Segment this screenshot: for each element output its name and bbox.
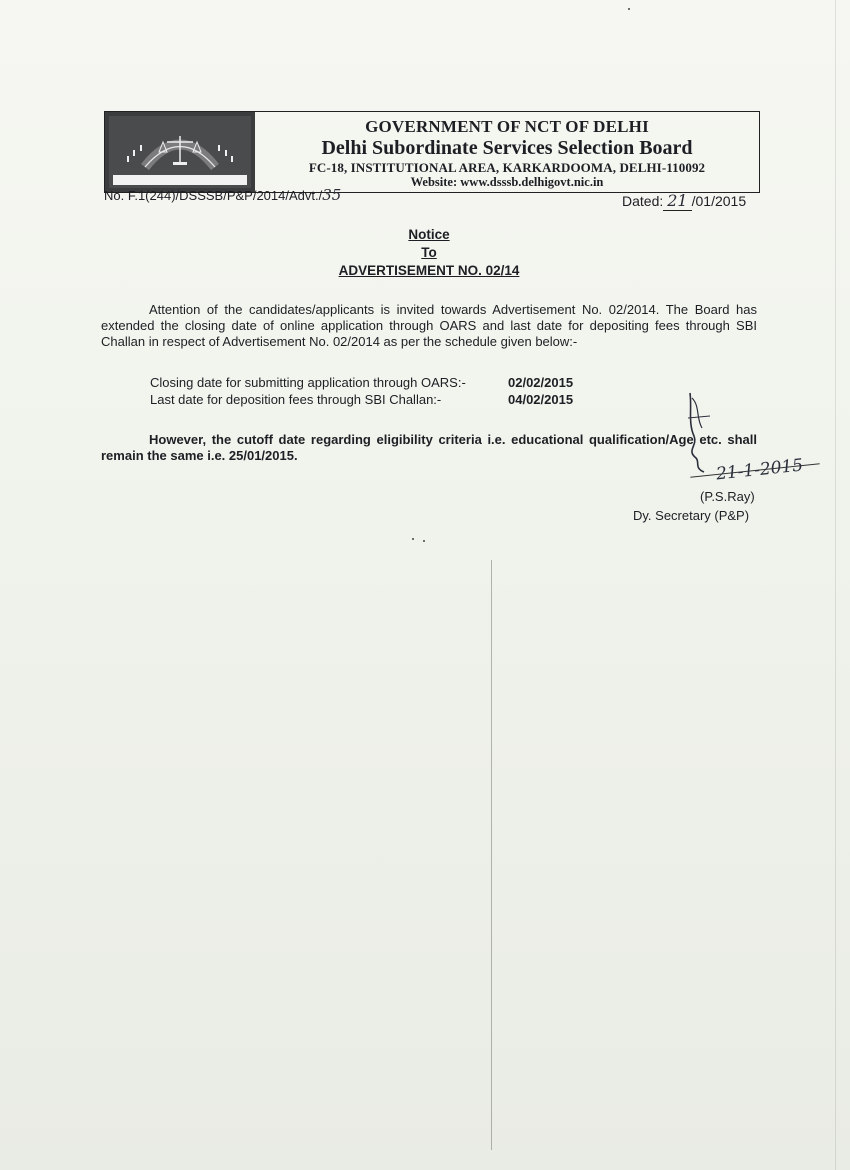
signer-name: (P.S.Ray)	[700, 489, 755, 504]
schedule-label: Closing date for submitting application through OARS:-	[150, 375, 466, 390]
schedule-row-closing	[150, 375, 574, 390]
scan-speck	[628, 8, 630, 10]
schedule-label: Last date for deposition fees through SBI Challan:-	[150, 392, 442, 407]
dated-day-handwritten: 21	[663, 191, 691, 211]
government-title: GOVERNMENT OF NCT OF DELHI	[365, 117, 649, 136]
letterhead	[104, 111, 760, 193]
body-paragraph-2: However, the cutoff date regarding eligibility criteria i.e. educational qualification/Age etc. shall remain the same i.e. 25/01/2015.	[101, 432, 757, 463]
dated-label: Dated:	[622, 193, 664, 209]
reference-number-prefix: No. F.1(244)/DSSSB/P&P/2014/Advt./	[104, 188, 323, 203]
scales-emblem-icon	[105, 112, 255, 192]
heading-advertisement: ADVERTISEMENT NO. 02/14	[338, 263, 520, 278]
schedule-value: 04/02/2015	[508, 392, 574, 407]
board-title: Delhi Subordinate Services Selection Board	[321, 137, 693, 159]
body-paragraph-1: Attention of the candidates/applicants is invited towards Advertisement No. 02/2014. The Board has extended the closing date of online application through OARS and last date for depositing fees through SBI Challan in respect of Advertisement No. 02/2014 as per the schedule given below:-	[101, 302, 757, 349]
dated-month-year: /01/2015	[691, 193, 747, 209]
letterhead-text	[255, 112, 759, 192]
fold-line	[491, 560, 492, 1150]
signature-date-handwritten: 21-1-2015	[715, 455, 805, 485]
signer-designation: Dy. Secretary (P&P)	[633, 508, 750, 523]
scan-speck	[423, 540, 425, 542]
scan-edge	[835, 0, 836, 1170]
scan-speck	[412, 538, 414, 540]
board-logo	[105, 112, 255, 192]
issue-date	[622, 191, 746, 210]
schedule-row-fees	[150, 392, 574, 407]
reference-number	[104, 186, 341, 204]
heading-notice: Notice	[408, 227, 450, 242]
heading-to: To	[421, 245, 437, 260]
board-website: Website: www.dsssb.delhigovt.nic.in	[410, 175, 604, 189]
board-address: FC-18, INSTITUTIONAL AREA, KARKARDOOMA, DELHI-110092	[308, 160, 706, 175]
reference-number-handwritten: 35	[322, 186, 342, 204]
schedule-value: 02/02/2015	[508, 375, 574, 390]
